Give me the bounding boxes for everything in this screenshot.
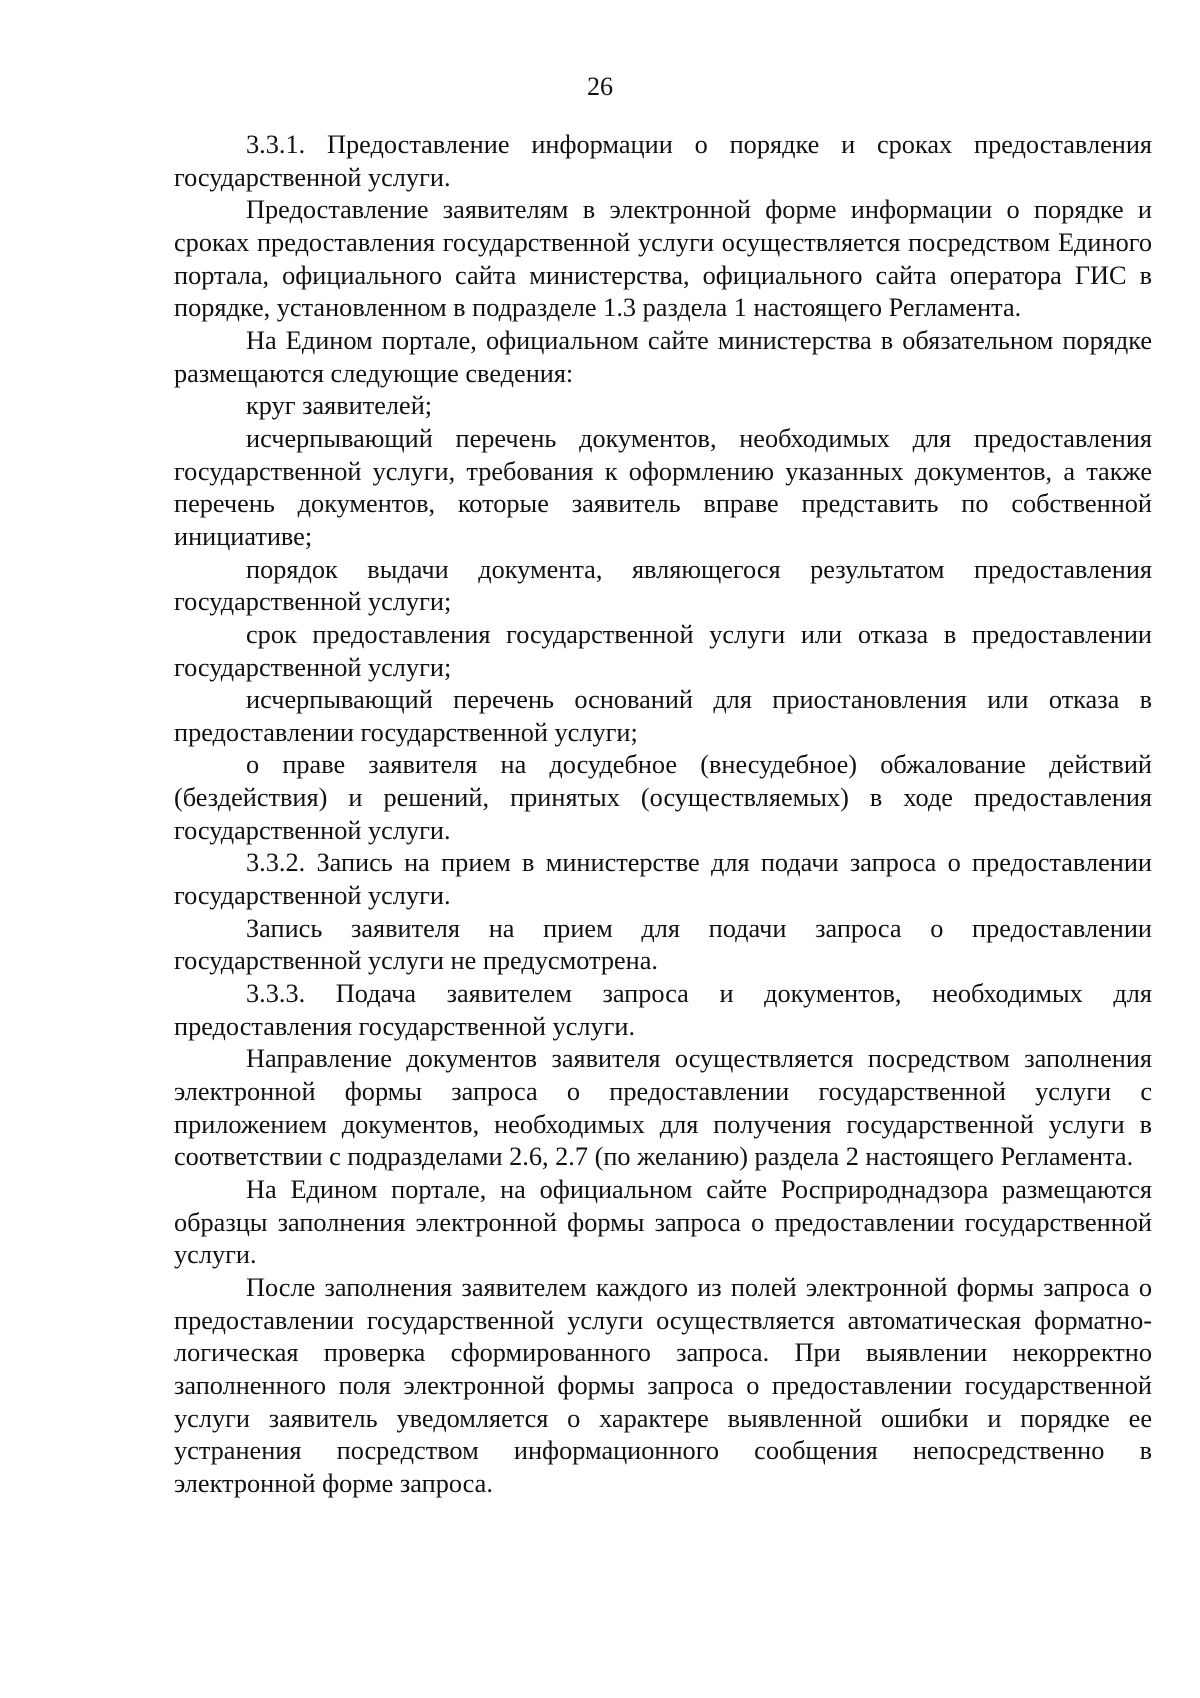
list-item: исчерпывающий перечень документов, необходимых для предоставления государственной услуги, требования к оформлению указанных документов, а также перечень документов, которые заявитель вправе представить по собственной инициативе;: [174, 423, 1152, 551]
page-number: 26: [587, 72, 613, 101]
list-item: порядок выдачи документа, являющегося результатом предоставления государственной услуги;: [174, 554, 1152, 617]
paragraph: На Едином портале, официальном сайте министерства в обязательном порядке размещаются следующие сведения:: [174, 325, 1152, 388]
list-item: исчерпывающий перечень оснований для приостановления или отказа в предоставлении государственной услуги;: [174, 685, 1152, 747]
paragraph: Направление документов заявителя осуществляется посредством заполнения электронной формы запроса о предоставлении государственной услуги с приложением документов, необходимых для получения государственной услуги в соответствии с подразделами 2.6, 2.7 (по желанию) раздела 2 настоящего Регламента.: [174, 1044, 1152, 1172]
paragraph: На Едином портале, на официальном сайте Росприроднадзора размещаются образцы заполнения электронной формы запроса о предоставлении государственной услуги.: [174, 1175, 1152, 1270]
list-item: срок предоставления государственной услуги или отказа в предоставлении государственной услуги;: [174, 619, 1152, 682]
paragraph-3-3-3-heading: 3.3.3. Подача заявителем запроса и документов, необходимых для предоставления государственной услуги.: [174, 979, 1152, 1041]
paragraph-3-3-2-heading: 3.3.2. Запись на прием в министерстве для подачи запроса о предоставлении государственной услуги.: [174, 848, 1152, 911]
list-item: о праве заявителя на досудебное (внесудебное) обжалование действий (бездействия) и решений, принятых (осуществляемых) в ходе предоставления государственной услуги.: [174, 750, 1152, 845]
paragraph-3-3-1-heading: 3.3.1. Предоставление информации о порядке и сроках предоставления государственной услуги.: [174, 130, 1152, 192]
paragraph: Предоставление заявителям в электронной форме информации о порядке и сроках предоставления государственной услуги осуществляется посредством Единого портала, официального сайта министерства, официального сайта оператора ГИС в порядке, установленном в подразделе 1.3 раздела 1 настоящего Регламента.: [174, 195, 1152, 323]
paragraph: Запись заявителя на прием для подачи запроса о предоставлении государственной услуги не предусмотрена.: [174, 913, 1152, 976]
paragraph: После заполнения заявителем каждого из полей электронной формы запроса о предоставлении государственной услуги осуществляется автоматическая форматно-логическая проверка сформированного запроса. При выявлении некорректно заполненного поля электронной формы запроса о предоставлении государственной услуги заявитель уведомляется о характере выявленной ошибки и порядке ее устранения посредством информационного сообщения непосредственно в электронной форме запроса.: [174, 1272, 1152, 1498]
list-item: круг заявителей;: [246, 391, 433, 421]
document-body: [174, 129, 1152, 1501]
